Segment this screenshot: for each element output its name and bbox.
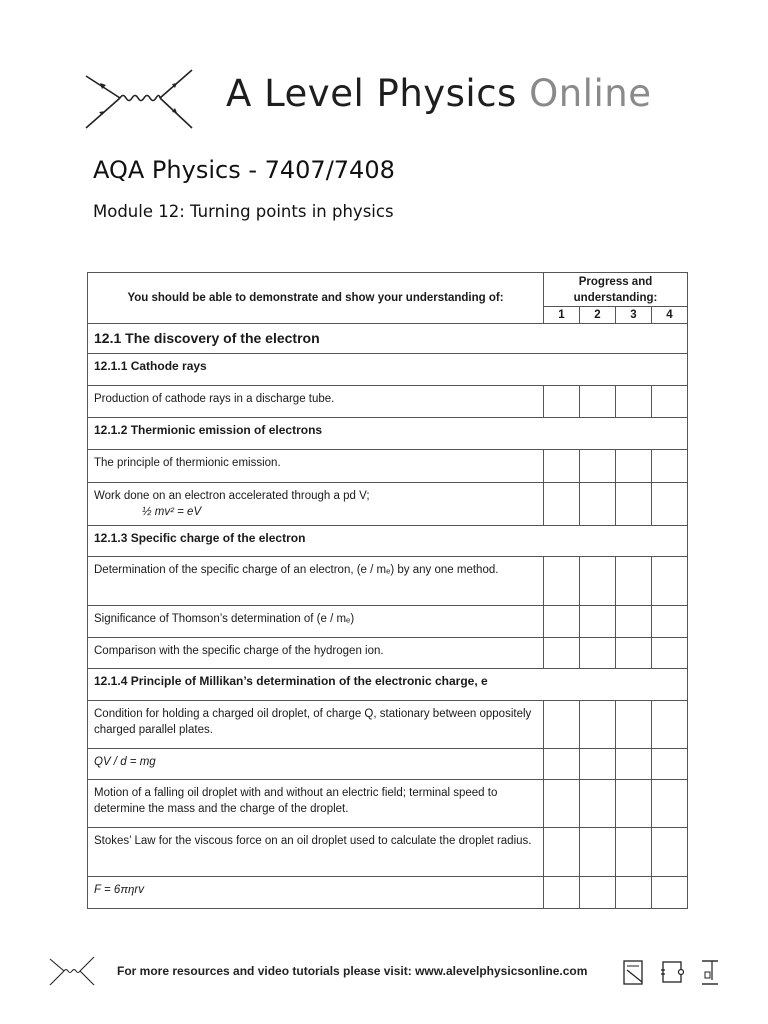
level-4-header: 4 [652, 307, 688, 324]
subsection-heading: 12.1.3 Specific charge of the electron [88, 526, 688, 557]
circuit-icon [660, 958, 684, 986]
progress-checkbox-1[interactable] [544, 606, 580, 638]
progress-checkbox-4[interactable] [652, 877, 688, 909]
progress-checkbox-3[interactable] [616, 749, 652, 780]
table-row [88, 386, 688, 418]
column-header-progress: Progress and understanding: [544, 273, 688, 307]
section-heading: 12.1 The discovery of the electron [88, 324, 688, 354]
progress-checkbox-4[interactable] [652, 386, 688, 418]
progress-checkbox-2[interactable] [580, 877, 616, 909]
progress-checkbox-4[interactable] [652, 557, 688, 606]
notebook-icon [622, 958, 646, 986]
objective-line: Work done on an electron accelerated through a pd V; [94, 490, 370, 502]
progress-checkbox-4[interactable] [652, 483, 688, 526]
objective-text [88, 483, 544, 526]
objective-text: Condition for holding a charged oil droplet, of charge Q, stationary between oppositely charged parallel plates. [88, 701, 544, 749]
progress-checkbox-3[interactable] [616, 450, 652, 483]
progress-checkbox-2[interactable] [580, 701, 616, 749]
progress-checkbox-3[interactable] [616, 701, 652, 749]
subsection-heading: 12.1.2 Thermionic emission of electrons [88, 418, 688, 450]
objective-text: Motion of a falling oil droplet with and without an electric field; terminal speed to determine the mass and the charge of the droplet. [88, 780, 544, 828]
progress-checkbox-3[interactable] [616, 386, 652, 418]
table-row [88, 483, 688, 526]
progress-checkbox-2[interactable] [580, 638, 616, 669]
progress-checkbox-3[interactable] [616, 557, 652, 606]
objective-text: Determination of the specific charge of an electron, (e / mₑ) by any one method. [88, 557, 544, 606]
objective-text: Significance of Thomson’s determination of (e / mₑ) [88, 606, 544, 638]
progress-checkbox-3[interactable] [616, 828, 652, 877]
table-row [88, 877, 688, 909]
table-row [88, 701, 688, 749]
progress-checkbox-1[interactable] [544, 749, 580, 780]
progress-checkbox-4[interactable] [652, 749, 688, 780]
progress-checkbox-2[interactable] [580, 828, 616, 877]
progress-checkbox-2[interactable] [580, 606, 616, 638]
table-row [88, 749, 688, 780]
table-row [88, 450, 688, 483]
progress-checkbox-3[interactable] [616, 877, 652, 909]
progress-checkbox-4[interactable] [652, 828, 688, 877]
equation-text: ½ mv² = eV [142, 506, 202, 518]
progress-checkbox-1[interactable] [544, 483, 580, 526]
level-1-header: 1 [544, 307, 580, 324]
progress-checkbox-2[interactable] [580, 386, 616, 418]
feynman-diagram-icon [80, 66, 198, 134]
progress-checkbox-4[interactable] [652, 450, 688, 483]
site-logo-text [226, 72, 651, 115]
column-header-topics: You should be able to demonstrate and show your understanding of: [88, 273, 544, 324]
equation-text: F = 6πηrv [88, 877, 544, 909]
progress-checkbox-3[interactable] [616, 638, 652, 669]
footer-text: For more resources and video tutorials please visit: www.alevelphysicsonline.com [117, 964, 588, 978]
objective-text: Comparison with the specific charge of the hydrogen ion. [88, 638, 544, 669]
progress-checkbox-2[interactable] [580, 749, 616, 780]
subsection-heading: 12.1.4 Principle of Millikan’s determination of the electronic charge, e [88, 669, 688, 701]
table-row [88, 606, 688, 638]
progress-checkbox-3[interactable] [616, 606, 652, 638]
table-row [88, 638, 688, 669]
progress-table [87, 272, 688, 909]
progress-checkbox-1[interactable] [544, 828, 580, 877]
progress-checkbox-3[interactable] [616, 780, 652, 828]
feynman-diagram-icon [48, 955, 98, 989]
objective-text: Production of cathode rays in a discharge tube. [88, 386, 544, 418]
logo-text-main: A Level Physics [226, 72, 530, 115]
progress-checkbox-4[interactable] [652, 780, 688, 828]
progress-checkbox-1[interactable] [544, 638, 580, 669]
objective-text: Stokes’ Law for the viscous force on an oil droplet used to calculate the droplet radius. [88, 828, 544, 877]
table-row [88, 557, 688, 606]
page-title: AQA Physics - 7407/7408 [93, 156, 395, 184]
progress-checkbox-2[interactable] [580, 450, 616, 483]
level-2-header: 2 [580, 307, 616, 324]
level-3-header: 3 [616, 307, 652, 324]
progress-checkbox-2[interactable] [580, 780, 616, 828]
progress-checkbox-2[interactable] [580, 483, 616, 526]
progress-checkbox-1[interactable] [544, 386, 580, 418]
progress-checkbox-2[interactable] [580, 557, 616, 606]
footer-icons [622, 958, 722, 986]
site-logo [80, 66, 700, 134]
objective-text: The principle of thermionic emission. [88, 450, 544, 483]
logo-text-light: Online [529, 72, 652, 115]
page-subtitle: Module 12: Turning points in physics [93, 202, 394, 221]
pendulum-icon [698, 958, 722, 986]
equation-text: QV / d = mg [88, 749, 544, 780]
table-row [88, 828, 688, 877]
progress-checkbox-1[interactable] [544, 557, 580, 606]
progress-checkbox-1[interactable] [544, 701, 580, 749]
progress-checkbox-4[interactable] [652, 606, 688, 638]
progress-checkbox-4[interactable] [652, 701, 688, 749]
progress-checkbox-4[interactable] [652, 638, 688, 669]
progress-checkbox-3[interactable] [616, 483, 652, 526]
progress-checkbox-1[interactable] [544, 877, 580, 909]
table-row [88, 780, 688, 828]
progress-checkbox-1[interactable] [544, 780, 580, 828]
subsection-heading: 12.1.1 Cathode rays [88, 354, 688, 386]
progress-checkbox-1[interactable] [544, 450, 580, 483]
